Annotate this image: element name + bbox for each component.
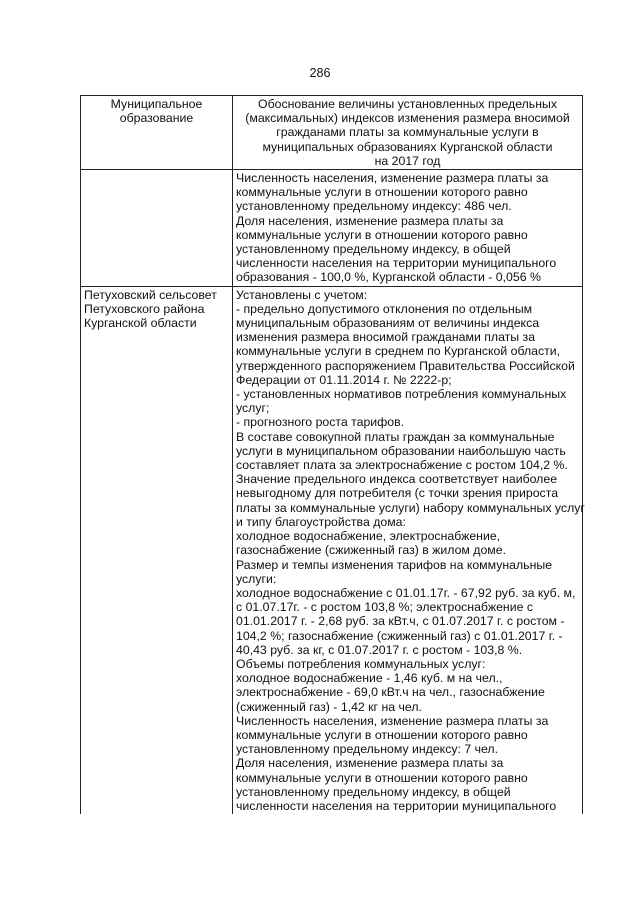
- text-line: Доля населения, изменение размера платы за: [236, 756, 504, 771]
- text-line: - прогнозного роста тарифов.: [236, 415, 405, 430]
- text-line: Объемы потребления коммунальных услуг:: [236, 656, 486, 671]
- text-line: 104,2 %; газоснабжение (сжиженный газ) с 01.01.2017 г. -: [236, 628, 563, 643]
- header-municipality-line: образование: [119, 111, 194, 126]
- text-line: В составе совокупной платы граждан за коммунальные: [236, 429, 555, 444]
- table-header-row: [81, 96, 583, 170]
- header-justification-line: гражданами платы за коммунальные услуги в: [276, 125, 539, 140]
- header-municipality: [81, 96, 233, 170]
- text-line: услуг;: [236, 401, 270, 416]
- header-municipality-line: Муниципальное: [110, 97, 203, 111]
- text-line: газоснабжение (сжиженный газ) в жилом доме.: [236, 543, 507, 558]
- page-number: 286: [309, 66, 331, 80]
- text-line: коммунальные услуги в отношении которого равно: [236, 227, 528, 242]
- text-line: услуги в муниципальном образовании наибольшую часть: [236, 443, 566, 458]
- text-line: 01.01.2017 г. - 2,68 руб. за кВт.ч, с 01.07.2017 г. с ростом -: [236, 614, 565, 629]
- text-line: коммунальные услуги в отношении которого равно: [236, 185, 528, 200]
- header-justification-line: муниципальных образованиях Курганской области: [262, 139, 553, 154]
- text-line: платы за коммунальные услуги) набору коммунальных услуг: [236, 500, 585, 515]
- justification-cell: [233, 286, 583, 814]
- text-line: Установлены с учетом:: [236, 287, 368, 302]
- text-line: Доля населения, изменение размера платы за: [236, 213, 504, 228]
- municipality-line: Петуховского района: [84, 301, 205, 316]
- text-line: с 01.07.17г. - с ростом 103,8 %; электроснабжение с: [236, 600, 533, 615]
- header-justification-line: (максимальных) индексов изменения размера вносимой: [245, 111, 570, 126]
- text-line: утвержденного распоряжением Правительства Российской: [236, 358, 575, 373]
- header-justification-line: на 2017 год: [374, 153, 441, 168]
- text-line: холодное водоснабжение с 01.01.17г. - 67,92 руб. за куб. м,: [236, 585, 576, 600]
- text-line: установленному предельному индексу, в общей: [236, 784, 511, 799]
- table-row: [81, 286, 583, 814]
- text-line: Численность населения, изменение размера платы за: [236, 171, 549, 186]
- text-line: Размер и темпы изменения тарифов на коммунальные: [236, 557, 553, 572]
- text-line: изменения размера вносимой гражданами платы за: [236, 330, 536, 345]
- text-line: численности населения на территории муниципального: [236, 798, 557, 813]
- text-line: невыгодному для потребителя (с точки зрения прироста: [236, 486, 559, 501]
- text-line: установленному предельному индексу, в общей: [236, 242, 511, 257]
- municipality-line: Петуховский сельсовет: [84, 287, 217, 302]
- header-justification: [233, 96, 583, 170]
- text-line: Значение предельного индекса соответствует наиболее: [236, 472, 558, 487]
- text-line: численности населения на территории муниципального: [236, 256, 557, 271]
- municipality-cell: [81, 170, 233, 287]
- tariff-table: [80, 95, 583, 814]
- text-line: холодное водоснабжение - 1,46 куб. м на чел.,: [236, 671, 503, 686]
- text-line: установленному предельному индексу: 7 чел.: [236, 742, 499, 757]
- text-line: Численность населения, изменение размера платы за: [236, 713, 549, 728]
- text-line: (сжиженный газ) - 1,42 кг на чел.: [236, 699, 422, 714]
- text-line: электроснабжение - 69,0 кВт.ч на чел., газоснабжение: [236, 685, 545, 700]
- text-line: - установленных нормативов потребления коммунальных: [236, 387, 567, 402]
- text-line: Федерации от 01.11.2014 г. № 2222-р;: [236, 372, 452, 387]
- text-line: установленному предельному индексу: 486 чел.: [236, 199, 512, 214]
- municipality-cell: [81, 286, 233, 814]
- text-line: - предельно допустимого отклонения по отдельным: [236, 301, 533, 316]
- table-row: [81, 170, 583, 287]
- text-line: коммунальные услуги в отношении которого равно: [236, 727, 528, 742]
- text-line: услуги:: [236, 571, 277, 586]
- justification-cell: [233, 170, 583, 287]
- text-line: холодное водоснабжение, электроснабжение,: [236, 529, 501, 544]
- text-line: и типу благоустройства дома:: [236, 514, 406, 529]
- municipality-line: Курганской области: [84, 316, 197, 331]
- text-line: коммунальные услуги в отношении которого равно: [236, 770, 528, 785]
- text-line: 40,43 руб. за кг, с 01.07.2017 г. с ростом - 103,8 %.: [236, 642, 523, 657]
- text-line: коммунальные услуги в среднем по Курганской области,: [236, 344, 561, 359]
- text-line: муниципальным образованиям от величины индекса: [236, 316, 540, 331]
- text-line: составляет плата за электроснабжение с ростом 104,2 %.: [236, 458, 568, 473]
- header-justification-line: Обоснование величины установленных предельных: [258, 97, 557, 111]
- text-line: образования - 100,0 %, Курганской области - 0,056 %: [236, 270, 541, 285]
